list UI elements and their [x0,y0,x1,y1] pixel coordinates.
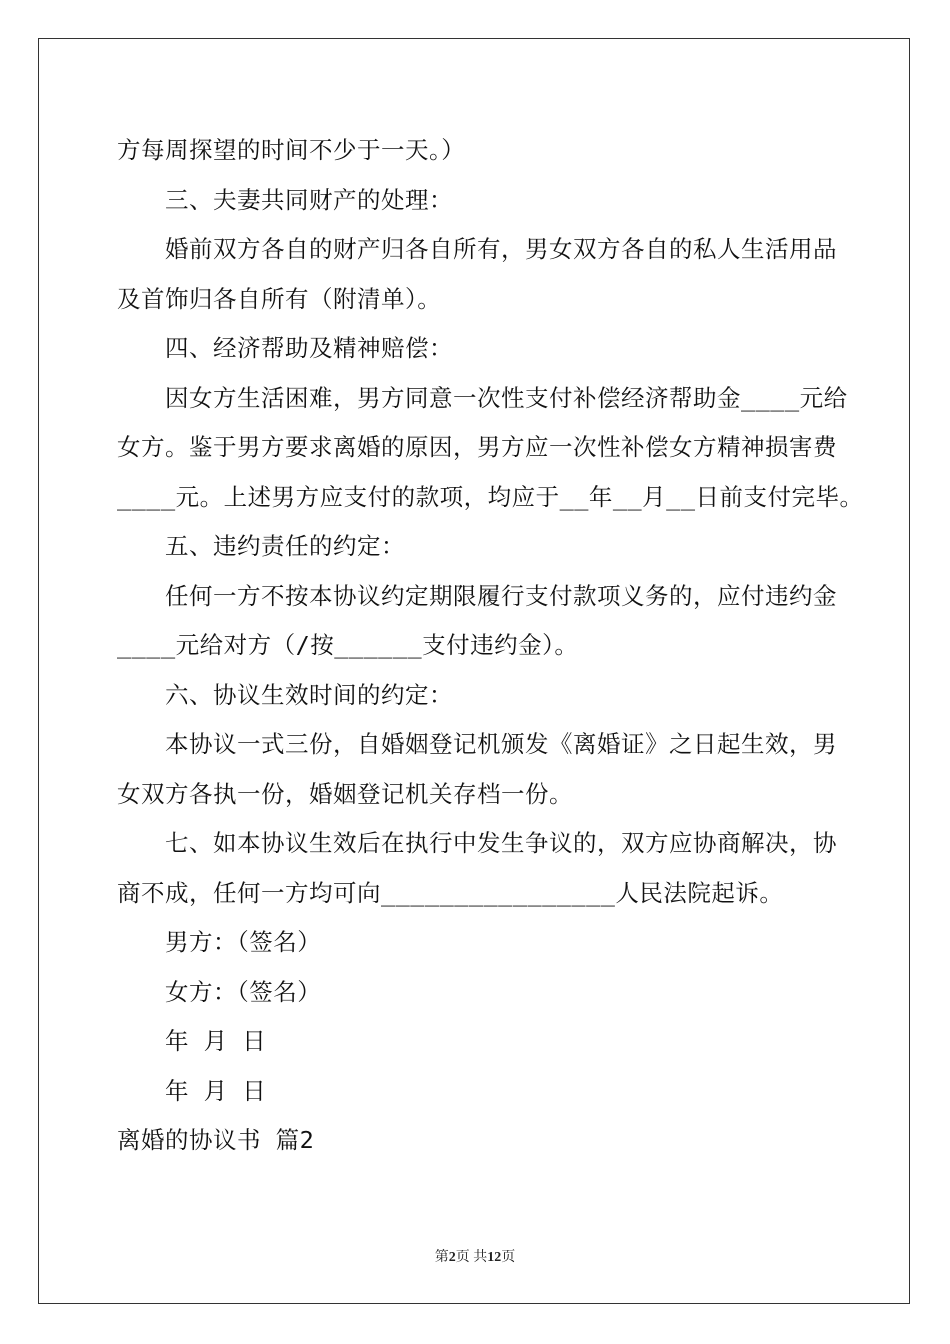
text-line: 五、违约责任的约定： [165,532,405,560]
text-line: 婚前双方各自的财产归各自所有，男女双方各自的私人生活用品 [165,235,837,263]
footer-middle: 页 共 [455,1250,488,1265]
text-line: 女方：（签名） [165,977,322,1006]
text-line: 七、如本协议生效后在执行中发生争议的，双方应协商解决，协 [165,829,837,857]
text-line: ____元给对方（/按______支付违约金）。 [117,631,579,659]
text-line: 三、夫妻共同财产的处理： [165,185,453,214]
text-line: 女双方各执一份，婚姻登记机关存档一份。 [117,779,573,808]
text-line: 因女方生活困难，男方同意一次性支付补偿经济帮助金____元给 [165,383,848,412]
page-footer [0,1246,950,1266]
footer-page-number: 2 [448,1250,456,1265]
text-line: 任何一方不按本协议约定期限履行支付款项义务的，应付违约金 [165,581,837,610]
footer-prefix: 第 [434,1250,449,1265]
text-line: 年 月 日 [165,1076,267,1105]
text-line: 方每周探望的时间不少于一天。） [117,136,466,164]
footer-total-pages: 12 [487,1250,502,1265]
text-line: 四、经济帮助及精神赔偿： [165,334,453,362]
document-body [117,126,864,1166]
text-line: 离婚的协议书 篇2 [117,1126,315,1154]
text-line: 及首饰归各自所有（附清单）。 [117,284,442,313]
text-line: 女方。鉴于男方要求离婚的原因，男方应一次性补偿女方精神损害费 [117,433,837,461]
text-line: ____元。上述男方应支付的款项，均应于__年__月__日前支付完毕。 [117,482,864,511]
text-line: 男方：（签名） [165,928,322,956]
text-line: 本协议一式三份，自婚姻登记机颁发《离婚证》之日起生效，男 [165,730,837,758]
text-line: 商不成，任何一方均可向________________人民法院起诉。 [117,878,784,907]
text-line: 年 月 日 [165,1027,267,1055]
footer-suffix: 页 [501,1250,516,1265]
text-line: 六、协议生效时间的约定： [165,680,453,709]
